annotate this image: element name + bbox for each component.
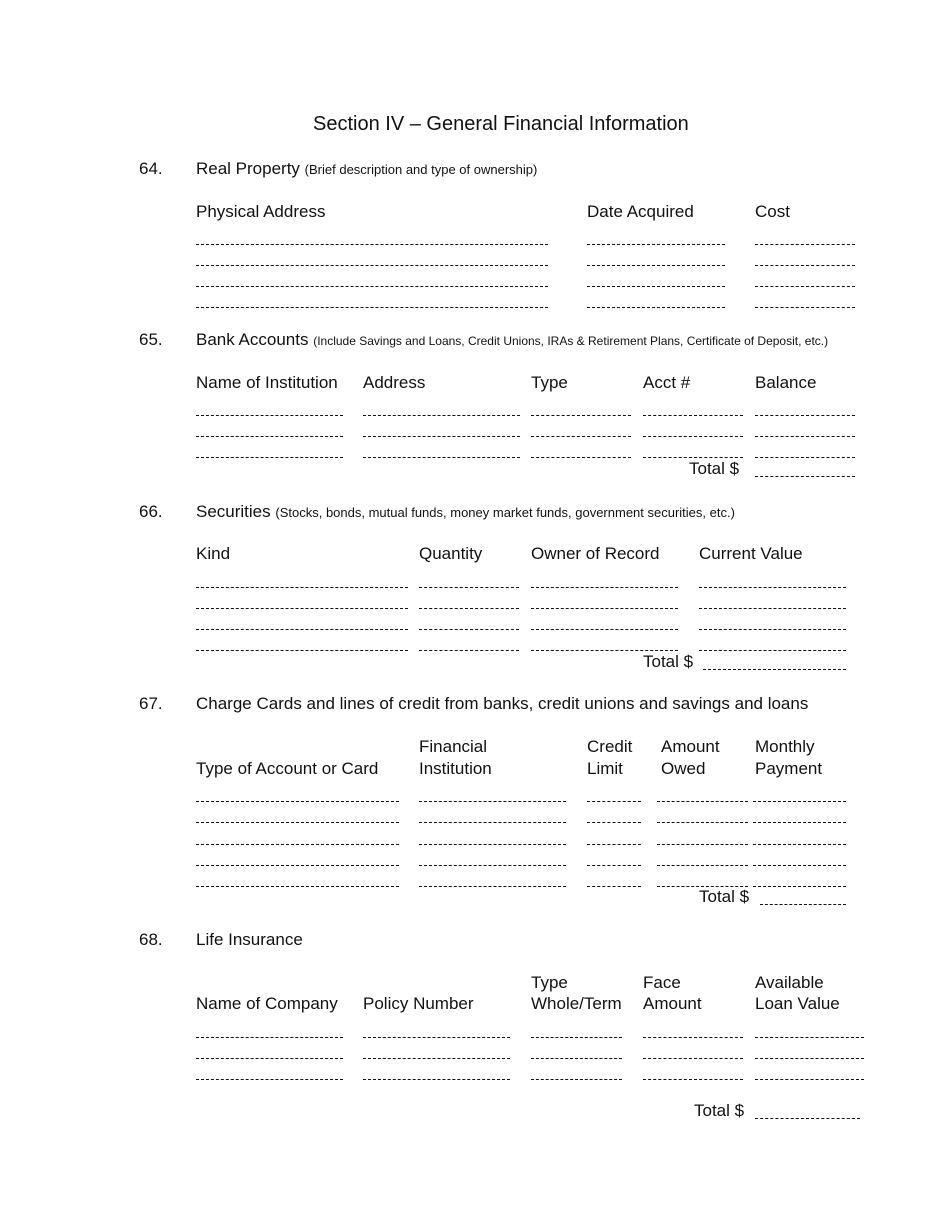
column-header-address: Address	[363, 373, 426, 392]
monthly-payment-line[interactable]	[753, 822, 846, 823]
company-line[interactable]	[196, 1037, 343, 1038]
address-line[interactable]	[363, 457, 520, 458]
column-header-type-of-account: Type of Account or Card	[196, 759, 379, 778]
column-header-kind: Kind	[196, 544, 231, 563]
account-type-line[interactable]	[196, 865, 399, 866]
physical-address-line[interactable]	[196, 286, 548, 287]
column-header-credit: Credit	[587, 737, 633, 756]
column-header-name-of-company: Name of Company	[196, 994, 338, 1013]
page-title: Section IV – General Financial Information	[313, 113, 689, 135]
column-header-amount: Amount	[661, 737, 720, 756]
column-header-date-acquired: Date Acquired	[587, 202, 694, 221]
section-heading	[196, 331, 828, 348]
acct-number-line[interactable]	[643, 436, 743, 437]
physical-address-line[interactable]	[196, 307, 548, 308]
monthly-payment-line[interactable]	[753, 886, 846, 887]
credit-limit-line[interactable]	[587, 822, 641, 823]
loan-value-line[interactable]	[755, 1037, 864, 1038]
type-line[interactable]	[531, 457, 631, 458]
institution-line[interactable]	[196, 415, 343, 416]
institution-line[interactable]	[419, 822, 566, 823]
date-acquired-line[interactable]	[587, 265, 725, 266]
physical-address-line[interactable]	[196, 244, 548, 245]
total-label: Total $	[699, 887, 750, 906]
institution-line[interactable]	[419, 865, 566, 866]
account-type-line[interactable]	[196, 844, 399, 845]
monthly-payment-line[interactable]	[753, 865, 846, 866]
type-line[interactable]	[531, 436, 631, 437]
column-header-type: Type	[531, 973, 568, 992]
institution-line[interactable]	[196, 457, 343, 458]
section-number: 66.	[139, 502, 163, 521]
loan-value-line[interactable]	[755, 1058, 864, 1059]
column-header-owner-of-record: Owner of Record	[531, 544, 660, 563]
institution-line[interactable]	[419, 801, 566, 802]
face-amount-line[interactable]	[643, 1037, 743, 1038]
column-header-acct-number: Acct #	[643, 373, 691, 392]
kind-line[interactable]	[196, 629, 408, 630]
amount-owed-line[interactable]	[657, 822, 748, 823]
balance-line[interactable]	[755, 415, 855, 416]
current-value-line[interactable]	[699, 608, 846, 609]
loan-value-line[interactable]	[755, 1079, 864, 1080]
face-amount-line[interactable]	[643, 1079, 743, 1080]
amount-owed-line[interactable]	[657, 801, 748, 802]
column-header-payment: Payment	[755, 759, 823, 778]
column-header-available: Available	[755, 973, 824, 992]
section-heading	[196, 160, 537, 177]
column-header-name-of-institution: Name of Institution	[196, 373, 338, 392]
credit-limit-line[interactable]	[587, 801, 641, 802]
column-header-physical-address: Physical Address	[196, 202, 326, 221]
date-acquired-line[interactable]	[587, 286, 725, 287]
amount-owed-line[interactable]	[657, 844, 748, 845]
column-header-monthly: Monthly	[755, 737, 815, 756]
column-header-limit: Limit	[587, 759, 623, 778]
quantity-line[interactable]	[419, 629, 519, 630]
policy-number-line[interactable]	[363, 1058, 510, 1059]
physical-address-line[interactable]	[196, 265, 548, 266]
total-line[interactable]	[755, 476, 855, 477]
kind-line[interactable]	[196, 608, 408, 609]
quantity-line[interactable]	[419, 650, 519, 651]
date-acquired-line[interactable]	[587, 244, 725, 245]
institution-line[interactable]	[419, 886, 566, 887]
institution-line[interactable]	[196, 436, 343, 437]
cost-line[interactable]	[755, 244, 855, 245]
owner-line[interactable]	[531, 650, 678, 651]
company-line[interactable]	[196, 1058, 343, 1059]
cost-line[interactable]	[755, 307, 855, 308]
section-heading-text: Bank Accounts	[196, 330, 309, 349]
current-value-line[interactable]	[699, 587, 846, 588]
column-header-current-value: Current Value	[699, 544, 803, 563]
credit-limit-line[interactable]	[587, 886, 641, 887]
column-header-quantity: Quantity	[419, 544, 483, 563]
section-subheading: (Include Savings and Loans, Credit Unions, IRAs & Retirement Plans, Certificate of Deposit, etc.)	[313, 334, 829, 348]
section-heading: Life Insurance	[196, 930, 303, 949]
policy-number-line[interactable]	[363, 1037, 510, 1038]
section-heading-text: Real Property	[196, 159, 300, 178]
acct-number-line[interactable]	[643, 457, 743, 458]
column-header-owed: Owed	[661, 759, 706, 778]
balance-line[interactable]	[755, 436, 855, 437]
column-header-face: Face	[643, 973, 681, 992]
date-acquired-line[interactable]	[587, 307, 725, 308]
policy-number-line[interactable]	[363, 1079, 510, 1080]
amount-owed-line[interactable]	[657, 865, 748, 866]
column-header-type: Type	[531, 373, 568, 392]
monthly-payment-line[interactable]	[753, 844, 846, 845]
credit-limit-line[interactable]	[587, 865, 641, 866]
section-heading: Charge Cards and lines of credit from banks, credit unions and savings and loans	[196, 694, 809, 713]
total-label: Total $	[694, 1101, 745, 1120]
total-line[interactable]	[703, 669, 846, 670]
section-number: 67.	[139, 694, 163, 713]
column-header-cost: Cost	[755, 202, 790, 221]
current-value-line[interactable]	[699, 650, 846, 651]
policy-type-line[interactable]	[531, 1079, 622, 1080]
column-header-financial: Financial	[419, 737, 488, 756]
quantity-line[interactable]	[419, 587, 519, 588]
total-label: Total $	[689, 459, 740, 478]
institution-line[interactable]	[419, 844, 566, 845]
account-type-line[interactable]	[196, 801, 399, 802]
address-line[interactable]	[363, 415, 520, 416]
credit-limit-line[interactable]	[587, 844, 641, 845]
owner-line[interactable]	[531, 608, 678, 609]
column-header-amount: Amount	[643, 994, 702, 1013]
address-line[interactable]	[363, 436, 520, 437]
monthly-payment-line[interactable]	[753, 801, 846, 802]
total-line[interactable]	[755, 1118, 860, 1119]
kind-line[interactable]	[196, 587, 408, 588]
account-type-line[interactable]	[196, 886, 399, 887]
section-number: 68.	[139, 930, 163, 949]
section-number: 64.	[139, 159, 163, 178]
face-amount-line[interactable]	[643, 1058, 743, 1059]
section-number: 65.	[139, 330, 163, 349]
section-subheading: (Stocks, bonds, mutual funds, money market funds, government securities, etc.)	[275, 505, 735, 520]
cost-line[interactable]	[755, 265, 855, 266]
policy-type-line[interactable]	[531, 1058, 622, 1059]
section-subheading: (Brief description and type of ownership)	[304, 162, 538, 177]
total-line[interactable]	[760, 904, 846, 905]
column-header-whole-term: Whole/Term	[531, 994, 622, 1013]
cost-line[interactable]	[755, 286, 855, 287]
section-heading	[196, 503, 735, 520]
kind-line[interactable]	[196, 650, 408, 651]
owner-line[interactable]	[531, 587, 678, 588]
policy-type-line[interactable]	[531, 1037, 622, 1038]
current-value-line[interactable]	[699, 629, 846, 630]
quantity-line[interactable]	[419, 608, 519, 609]
column-header-balance: Balance	[755, 373, 817, 392]
company-line[interactable]	[196, 1079, 343, 1080]
column-header-loan-value: Loan Value	[755, 994, 840, 1013]
balance-line[interactable]	[755, 457, 855, 458]
account-type-line[interactable]	[196, 822, 399, 823]
type-line[interactable]	[531, 415, 631, 416]
column-header-policy-number: Policy Number	[363, 994, 474, 1013]
owner-line[interactable]	[531, 629, 678, 630]
total-label: Total $	[643, 652, 694, 671]
acct-number-line[interactable]	[643, 415, 743, 416]
column-header-institution: Institution	[419, 759, 492, 778]
section-heading-text: Securities	[196, 502, 271, 521]
